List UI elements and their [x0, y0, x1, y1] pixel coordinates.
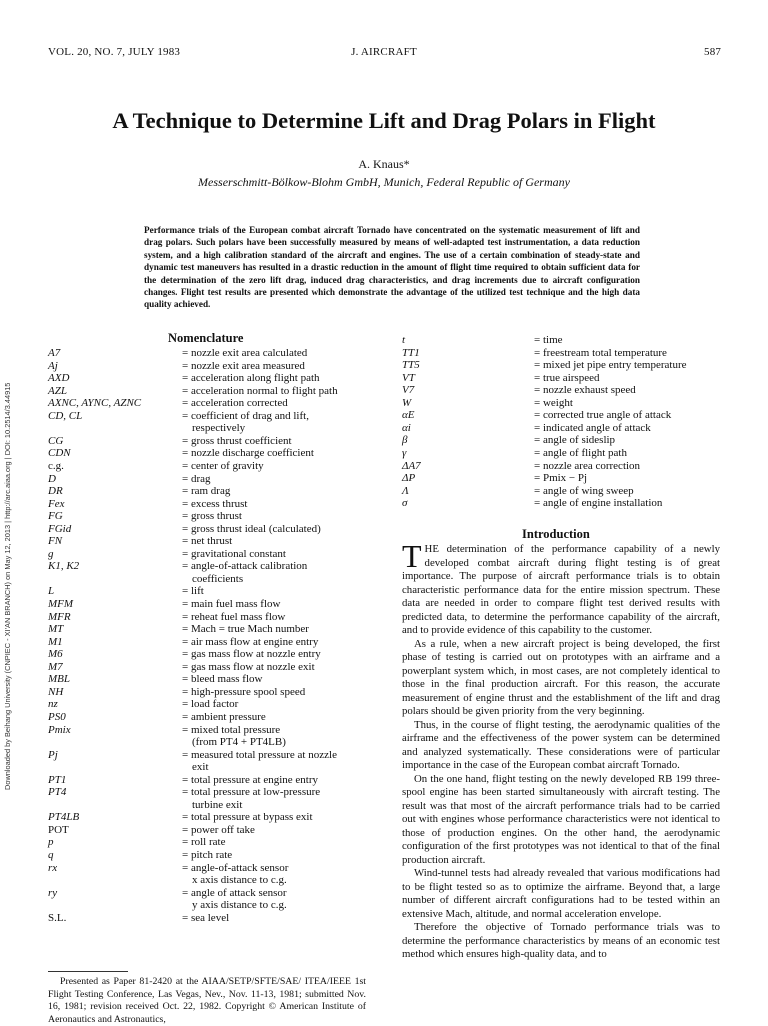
introduction-paragraph: Thus, in the course of flight testing, the aerodynamic qualities of the airframe and the effectiveness of the power system can be determined and analyzed systematically. These considerations were of particular importance in the case of the European combat aircraft Tornado.: [402, 718, 720, 771]
drop-cap: T: [402, 538, 422, 574]
nomenclature-definition: = angle of flight path: [534, 446, 627, 459]
nomenclature-definition: x axis distance to c.g.: [192, 874, 287, 887]
introduction-paragraph-text: HE determination of the performance capability of a newly developed combat aircraft during flight testing is of great importance. The purpose of aircraft performance trials is to obtain characteristic performance data for the entire mission spectrum. These data are needed in order to compare flight test derived results with predicted data, to determine the performance capability of the aircraft, and to provide evidence of this capability to the customer.: [402, 543, 720, 636]
introduction-paragraph: On the one hand, flight testing on the newly developed RB 199 three-spool engine has been started simultaneously with aircraft testing. The result was that most of the aircraft performance trials had to be carried out with engines whose performance characteristics were not identical to those of production engines. On the other hand, the aerodynamic configuration of the first prototypes was not identical to that of the final production aircraft.: [402, 772, 720, 866]
author-name: A. Knaus*: [358, 157, 410, 171]
nomenclature-definition: = freestream total temperature: [534, 346, 667, 359]
nomenclature-symbol: CG: [48, 434, 64, 447]
journal-volume: VOL. 20, NO. 7, JULY 1983: [48, 46, 181, 58]
page-number: 587: [704, 46, 722, 58]
nomenclature-symbol: αi: [402, 421, 411, 434]
nomenclature-definition: = gas mass flow at nozzle entry: [182, 648, 321, 661]
nomenclature-definition: = net thrust: [182, 535, 233, 548]
nomenclature-definition: = gas mass flow at nozzle exit: [182, 660, 315, 673]
nomenclature-definition: = angle of sideslip: [534, 434, 616, 447]
nomenclature-symbol: ΔP: [402, 472, 416, 485]
paper-title: A Technique to Determine Lift and Drag Polars in Flight: [112, 108, 656, 133]
nomenclature-definition: exit: [192, 761, 209, 774]
journal-name: J. AIRCRAFT: [351, 46, 417, 58]
nomenclature-definition: = nozzle exhaust speed: [534, 384, 636, 397]
nomenclature-symbol: γ: [402, 446, 407, 459]
introduction-body: [402, 538, 720, 962]
nomenclature-definition: coefficients: [192, 572, 244, 585]
nomenclature-symbol: σ: [402, 497, 408, 510]
nomenclature-definition: = center of gravity: [182, 459, 264, 472]
nomenclature-symbol: VT: [402, 371, 415, 384]
nomenclature-symbol: TT5: [402, 359, 420, 372]
nomenclature-symbol: q: [48, 849, 54, 861]
introduction-paragraph: Wind-tunnel tests had already revealed that various modifications had to be flight tested so as to optimize the airframe. Beyond that, a large number of different aircraft configurations had to be tested within an extensive Mach, altitude, and normal acceleration envelope.: [402, 867, 720, 920]
nomenclature-definition: = mixed total pressure: [182, 723, 281, 736]
nomenclature-symbol: PT1: [48, 773, 67, 786]
nomenclature-definition: y axis distance to c.g.: [192, 899, 287, 912]
nomenclature-symbol: PS0: [48, 710, 66, 723]
nomenclature-definition: = acceleration along flight path: [182, 372, 320, 385]
nomenclature-definition: = angle of engine installation: [534, 497, 663, 510]
nomenclature-symbol: K1, K2: [48, 560, 80, 573]
nomenclature-symbol: MFR: [48, 610, 71, 623]
nomenclature-symbol: DR: [48, 485, 63, 498]
nomenclature-definition: = acceleration corrected: [182, 397, 288, 410]
nomenclature-definition: = angle of attack sensor: [182, 886, 287, 899]
nomenclature-definition: = main fuel mass flow: [182, 598, 281, 610]
nomenclature-definition: = drag: [182, 472, 211, 485]
nomenclature-symbol: M1: [48, 635, 63, 648]
footnote-text: Presented as Paper 81-2420 at the AIAA/SETP/SFTE/SAE/ ITEA/IEEE 1st Flight Testing Conference, Las Vegas, Nev., Nov. 11-13, 1981; submitted Nov. 16, 1981; revision received Oct. 22, 1982. Copyright © American Institute of Aeronautics and Astronautics,: [48, 976, 366, 1025]
nomenclature-symbol: rx: [48, 861, 58, 874]
footnote: [48, 976, 366, 1026]
nomenclature-symbol: D: [48, 472, 56, 485]
footnote-rule: [48, 971, 128, 972]
nomenclature-definition: = weight: [534, 396, 573, 409]
nomenclature-heading: Nomenclature: [168, 331, 244, 345]
nomenclature-definition: = indicated angle of attack: [534, 421, 651, 434]
nomenclature-definition: = gravitational constant: [182, 547, 286, 560]
nomenclature-definition: = air mass flow at engine entry: [182, 635, 319, 648]
nomenclature-symbol: A7: [48, 347, 61, 359]
nomenclature-definition: = roll rate: [182, 836, 226, 849]
nomenclature-symbol: L: [48, 585, 55, 598]
nomenclature-definition: = nozzle exit area measured: [182, 359, 305, 372]
introduction-paragraph: As a rule, when a new aircraft project is being developed, the first phase of testing is carried out on prototypes with an airframe and a powerplant system which, in most cases, are not completely identical to those in the final production aircraft. For this reason, the accurate measurement of engine thrust and the establishment of the lift and drag polars should be given priority from the very beginning.: [402, 637, 720, 717]
nomenclature-definition: = lift: [182, 585, 204, 598]
nomenclature-symbol: AZL: [48, 384, 67, 397]
nomenclature-definition: = high-pressure spool speed: [182, 685, 306, 698]
nomenclature-definition: = Mach = true Mach number: [182, 623, 309, 636]
nomenclature-symbol: CD, CL: [48, 409, 83, 422]
nomenclature-symbol: β: [402, 434, 408, 447]
nomenclature-definition: = total pressure at low-pressure: [182, 786, 321, 799]
nomenclature-definition: = angle of wing sweep: [534, 484, 634, 497]
nomenclature-definition: = bleed mass flow: [182, 673, 263, 686]
nomenclature-symbol: NH: [48, 685, 64, 698]
nomenclature-definition: = nozzle area correction: [534, 459, 641, 472]
nomenclature-definition: = excess thrust: [182, 497, 248, 510]
nomenclature-definition: = power off take: [182, 823, 255, 836]
author-affiliation: Messerschmitt-Bölkow-Blohm GmbH, Munich, Federal Republic of Germany: [198, 175, 570, 189]
nomenclature-definition: = sea level: [182, 911, 230, 924]
nomenclature-symbol: Λ: [402, 484, 409, 497]
nomenclature-symbol: PT4LB: [48, 811, 80, 824]
nomenclature-symbol: ΔA7: [402, 459, 421, 472]
nomenclature-definition: = coefficient of drag and lift,: [182, 409, 309, 422]
nomenclature-symbol: g: [48, 547, 54, 560]
nomenclature-definition: = ram drag: [182, 485, 231, 498]
nomenclature-symbol: V7: [402, 384, 415, 397]
nomenclature-symbol: Fex: [48, 497, 65, 510]
download-notice: [3, 300, 15, 790]
nomenclature-definition: = acceleration normal to flight path: [182, 384, 338, 397]
introduction-heading: Introduction: [522, 527, 590, 541]
download-notice-text: Downloaded by Beihang University (CNPIEC - XI'AN BRANCH) on May 12, 2013 | http://arc.aiaa.org | DOI: 10.2514/3.44915: [3, 382, 12, 790]
nomenclature-symbol: ry: [48, 886, 58, 899]
nomenclature-definition: = gross thrust: [182, 510, 242, 523]
introduction-paragraph: [402, 538, 720, 638]
nomenclature-definition: = reheat fuel mass flow: [182, 610, 286, 623]
nomenclature-definition: = gross thrust coefficient: [182, 434, 292, 447]
nomenclature-symbol: Aj: [48, 359, 58, 372]
nomenclature-definition: = nozzle discharge coefficient: [182, 447, 314, 460]
nomenclature-symbol: MBL: [48, 673, 70, 686]
nomenclature-symbol: S.L.: [48, 911, 67, 924]
nomenclature-definition: = angle-of-attack calibration: [182, 560, 308, 573]
nomenclature-definition: = angle-of-attack sensor: [182, 861, 289, 874]
nomenclature-definition: (from PT4 + PT4LB): [192, 736, 286, 749]
nomenclature-definition: = time: [534, 334, 563, 346]
nomenclature-symbol: W: [402, 396, 412, 409]
nomenclature-definition: = total pressure at bypass exit: [182, 811, 313, 824]
nomenclature-symbol: Pj: [48, 748, 58, 761]
nomenclature-symbol: PT4: [48, 786, 67, 799]
nomenclature-definition: = mixed jet pipe entry temperature: [534, 359, 687, 372]
nomenclature-symbol: t: [402, 334, 406, 346]
nomenclature-symbol: p: [48, 836, 54, 849]
nomenclature-definition: respectively: [192, 422, 246, 435]
nomenclature-symbol: M7: [48, 660, 63, 673]
nomenclature-definition: = pitch rate: [182, 849, 233, 861]
nomenclature-symbol: c.g.: [48, 459, 64, 472]
nomenclature-symbol: AXNC, AYNC, AZNC: [48, 397, 142, 410]
introduction-paragraph: Therefore the objective of Tornado performance trials was to determine the performance characteristics by means of an economic test method which ensures high-quality data, and to: [402, 921, 720, 960]
abstract: Performance trials of the European combat aircraft Tornado have concentrated on the systematic measurement of lift and drag polars. Such polars have been successfully measured by means of well-adapted test instrumentation, a data reduction system, and a high calibration standard of the aircraft and engines. The use of a certain combination of steady-state and dynamic test maneuvers has resulted in a drastic reduction in the amount of flight time required to obtain sufficient data for the determination of the zero lift drag, induced drag characteristics, and drag increments due to aircraft configuration changes. Flight test results are presented which demonstrate the advantage of the utilized test technique and the high data quality achieved.: [144, 225, 640, 310]
nomenclature-symbol: MT: [48, 623, 64, 636]
nomenclature-definition: turbine exit: [192, 798, 243, 811]
nomenclature-symbol: POT: [48, 823, 69, 836]
nomenclature-symbol: MFM: [48, 598, 74, 610]
nomenclature-definition: = Pmix − Pj: [534, 472, 588, 485]
nomenclature-symbol: CDN: [48, 447, 71, 460]
nomenclature-symbol: αE: [402, 409, 415, 422]
nomenclature-symbol: AXD: [48, 372, 70, 385]
nomenclature-definition: = gross thrust ideal (calculated): [182, 522, 321, 535]
nomenclature-symbol: M6: [48, 648, 63, 661]
nomenclature-definition: = load factor: [182, 698, 239, 711]
nomenclature-definition: = nozzle exit area calculated: [182, 347, 308, 359]
nomenclature-symbol: Pmix: [48, 723, 71, 736]
nomenclature-symbol: FN: [48, 535, 63, 548]
nomenclature-definition: = corrected true angle of attack: [534, 409, 672, 422]
nomenclature-symbol: FG: [48, 510, 63, 523]
nomenclature-symbol: nz: [48, 698, 58, 711]
nomenclature-symbol: FGid: [48, 522, 72, 535]
nomenclature-definition: = measured total pressure at nozzle: [182, 748, 337, 761]
nomenclature-definition: = true airspeed: [534, 371, 600, 384]
nomenclature-symbol: TT1: [402, 346, 420, 359]
nomenclature-definition: = total pressure at engine entry: [182, 773, 319, 786]
nomenclature-definition: = ambient pressure: [182, 710, 266, 723]
